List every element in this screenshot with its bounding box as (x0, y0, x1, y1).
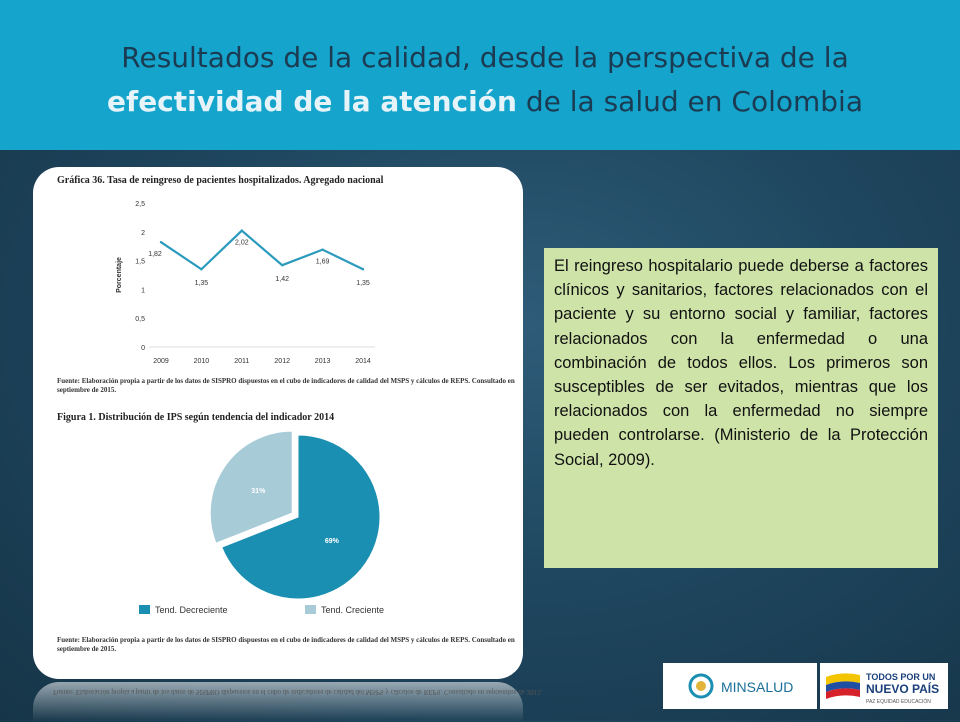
x-tick-label: 2010 (193, 358, 210, 365)
data-point (362, 268, 364, 270)
data-point (200, 268, 202, 270)
title-line1: Resultados de la calidad, desde la perspectiva de la (121, 41, 849, 74)
data-point (281, 264, 283, 266)
y-tick-label: 2 (141, 229, 145, 237)
x-tick-label: 2009 (153, 358, 169, 365)
data-label: 1,69 (315, 258, 330, 266)
data-label: 1,35 (356, 280, 370, 288)
pie-chart (33, 429, 523, 629)
legend-swatch (305, 605, 316, 614)
todos-por-un-nuevo-pais-logo (820, 663, 948, 709)
svg-text:TODOS POR UN: TODOS POR UN (866, 672, 936, 682)
data-point (321, 248, 323, 250)
data-point (160, 241, 162, 243)
y-axis-label: Porcentaje (116, 257, 123, 293)
y-tick-label: 0 (141, 345, 145, 352)
x-tick-label: 2013 (314, 358, 331, 365)
explanation-text: El reingreso hospitalario puede deberse a factores clínicos y sanitarios, factores relacionados con el paciente y su entorno social y familiar, factores relacionados con la enfermedad o una combinación de todos ellos. Los primeros son susceptibles de ser evitados, mientras que los relacionados con la enfermedad no siempre pueden controlarse. (Ministerio de la Protección Social, 2009). (544, 248, 938, 568)
slice-label: 69% (324, 538, 339, 546)
x-tick-label: 2014 (355, 358, 371, 365)
data-label: 1,82 (148, 251, 162, 259)
slice-label: 31% (251, 488, 266, 496)
data-label: 1,35 (194, 280, 209, 288)
legend-label: Tend. Creciente (321, 605, 385, 615)
figures-card (33, 167, 523, 679)
minsalud-text: MINSALUD (721, 679, 794, 695)
data-label: 2,02 (234, 239, 249, 247)
title-line2-rest: de la salud en Colombia (516, 85, 863, 118)
svg-text:PAZ EQUIDAD EDUCACIÓN: PAZ EQUIDAD EDUCACIÓN (866, 699, 931, 705)
series-line (161, 231, 363, 270)
title-highlight: efectividad de la atención (107, 85, 517, 118)
data-label: 1,42 (275, 276, 290, 284)
x-tick-label: 2011 (234, 358, 250, 365)
x-tick-label: 2012 (274, 358, 290, 365)
y-tick-label: 2,5 (135, 201, 145, 208)
y-tick-label: 0,5 (135, 316, 145, 324)
line-chart (33, 189, 523, 394)
y-tick-label: 1 (141, 287, 145, 295)
card-reflection: Fuente: Elaboración propia a partir de los datos de SISPRO dispuestos en el cubo de indicadores de calidad del MSPS y cálculos de REPS. Consultado en septiembre de 2015. (33, 682, 523, 722)
legend-label: Tend. Decreciente (155, 605, 228, 615)
legend-swatch (139, 605, 150, 614)
line-chart-title: Gráfica 36. Tasa de reingreso de pacientes hospitalizados. Agregado nacional (57, 175, 384, 186)
data-point (241, 229, 243, 231)
line-chart-source: Fuente: Elaboración propia a partir de los datos de SISPRO dispuestos en el cubo de indicadores de calidad del MSPS y cálculos de REPS. Consultado en septiembre de 2015. (57, 377, 515, 394)
pie-chart-title: Figura 1. Distribución de IPS según tendencia del indicador 2014 (57, 412, 335, 423)
slide-title (60, 36, 910, 124)
minsalud-logo (663, 663, 817, 709)
svg-text:NUEVO PAÍS: NUEVO PAÍS (866, 682, 940, 696)
pie-chart-source: Fuente: Elaboración propia a partir de los datos de SISPRO dispuestos en el cubo de indicadores de calidad del MSPS y cálculos de REPS. Consultado en septiembre de 2015. (57, 636, 515, 653)
y-tick-label: 1,5 (135, 258, 145, 266)
